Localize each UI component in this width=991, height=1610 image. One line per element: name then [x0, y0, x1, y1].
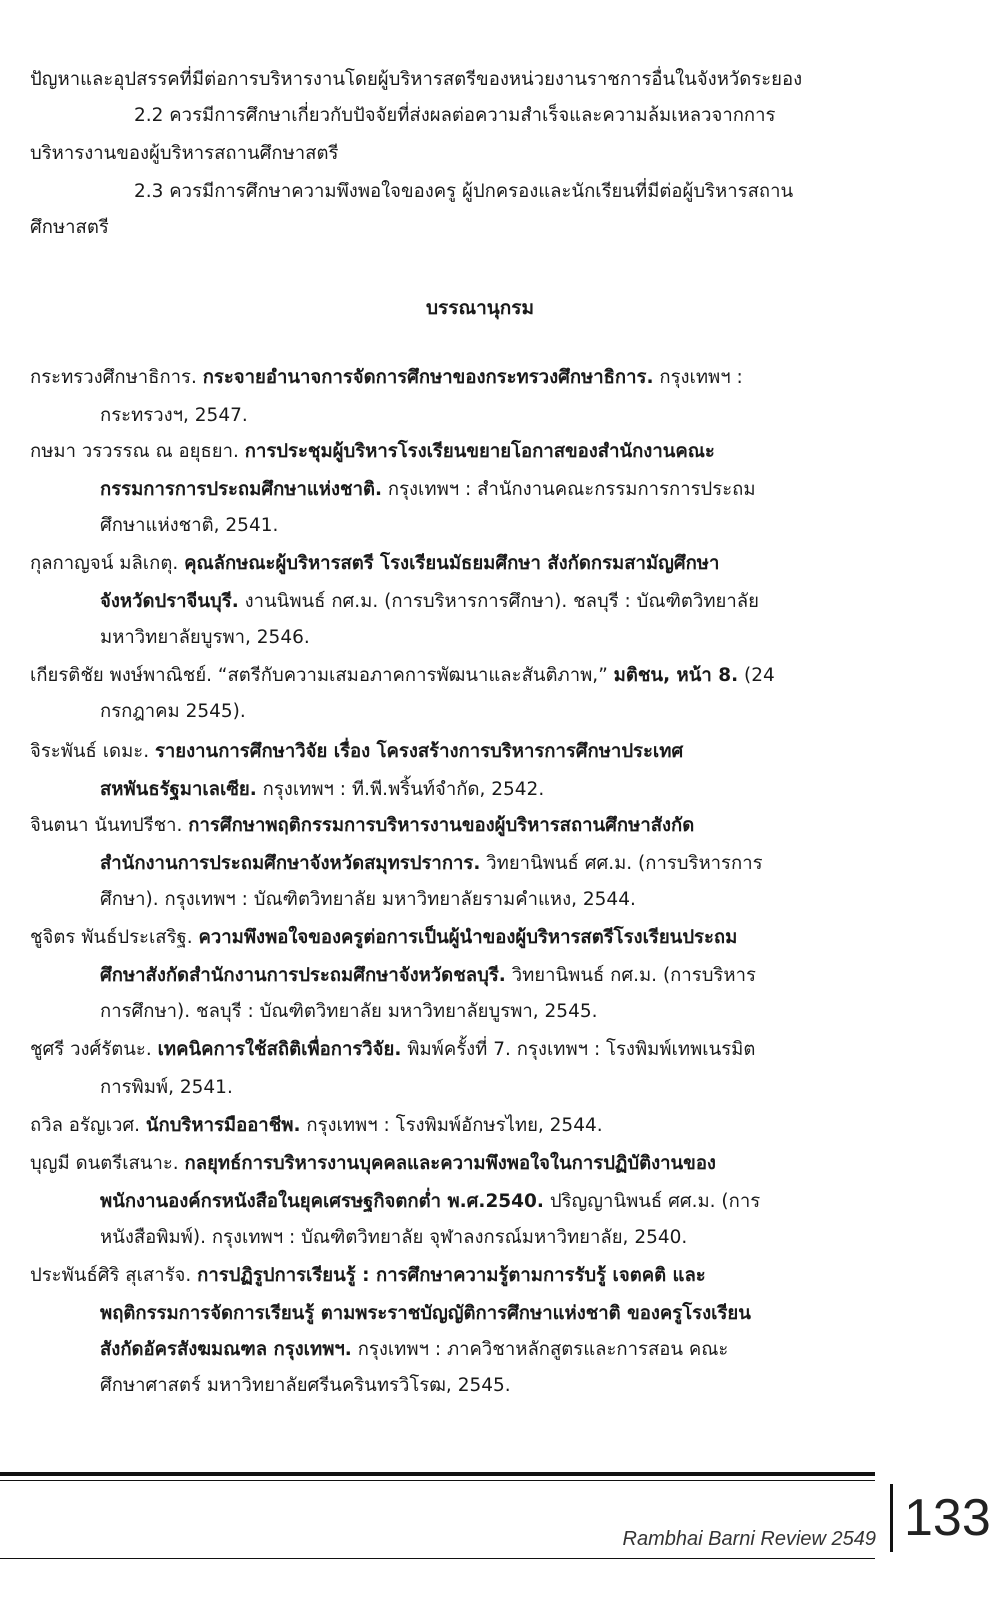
- recommendation-2-2: 2.2 ควรมีการศึกษาเกี่ยวกับปัจจัยที่ส่งผลต่อความสำเร็จและความล้มเหลวจากการ: [134, 105, 776, 126]
- ref-title: การปฏิรูปการเรียนรู้ : การศึกษาความรู้ตามการรับรู้ เจตคติ และ: [197, 1265, 706, 1286]
- footer-baseline: [0, 1558, 875, 1559]
- ref-publisher: กรุงเทพฯ : ภาควิชาหลักสูตรและการสอน คณะ: [351, 1339, 729, 1360]
- ref-continuation: [100, 1336, 728, 1364]
- footer-divider: [890, 1484, 893, 1552]
- ref-continuation: มหาวิทยาลัยบูรพา, 2546.: [100, 627, 310, 648]
- ref-publisher: กรุงเทพฯ : สำนักงานคณะกรรมการการประถม: [382, 479, 756, 500]
- ref-author: จิระพันธ์ เดมะ.: [30, 741, 155, 762]
- ref-continuation: ศึกษาศาสตร์ มหาวิทยาลัยศรีนครินทรวิโรฒ, 2545.: [100, 1375, 511, 1396]
- ref-author: ถวิล อรัญเวศ.: [30, 1115, 146, 1136]
- ref-publisher: วิทยานิพนธ์ กศ.ม. (การบริหาร: [505, 965, 756, 986]
- ref-title: รายงานการศึกษาวิจัย เรื่อง โครงสร้างการบริหารการศึกษาประเทศ: [154, 741, 684, 762]
- ref-continuation: [100, 776, 544, 804]
- ref-author: ชูศรี วงศ์รัตนะ.: [30, 1039, 158, 1060]
- ref-continuation: ศึกษา). กรุงเทพฯ : บัณฑิตวิทยาลัย มหาวิทยาลัยรามคำแหง, 2544.: [100, 889, 636, 910]
- ref-title: สหพันธรัฐมาเลเซีย.: [100, 779, 257, 800]
- ref-entry: [30, 738, 683, 766]
- ref-publisher: กรุงเทพฯ : ที.พี.พริ้นท์จำกัด, 2542.: [256, 779, 545, 800]
- ref-title: พฤติกรรมการจัดการเรียนรู้ ตามพระราชบัญญัติการศึกษาแห่งชาติ ของครูโรงเรียน: [100, 1303, 751, 1324]
- ref-author: บุญมี ดนตรีเสนาะ.: [30, 1153, 185, 1174]
- ref-title: นักบริหารมืออาชีพ.: [145, 1115, 301, 1136]
- ref-continuation: [100, 962, 756, 990]
- ref-title: พนักงานองค์กรหนังสือในยุคเศรษฐกิจตกต่ำ พ.ศ.2540.: [100, 1191, 544, 1212]
- ref-entry: [30, 550, 719, 578]
- ref-publisher: กรุงเทพฯ :: [653, 367, 743, 388]
- ref-author: ประพันธ์ศิริ สุเสารัจ.: [30, 1265, 198, 1286]
- ref-entry: [30, 1036, 755, 1064]
- ref-author: กระทรวงศึกษาธิการ.: [30, 367, 203, 388]
- ref-title: ศึกษาสังกัดสำนักงานการประถมศึกษาจังหวัดชลบุรี.: [100, 965, 506, 986]
- ref-continuation: [100, 588, 759, 616]
- ref-entry: [30, 662, 775, 690]
- ref-title: การศึกษาพฤติกรรมการบริหารงานของผู้บริหารสถานศึกษาสังกัด: [188, 815, 695, 836]
- ref-publisher: งานนิพนธ์ กศ.ม. (การบริหารการศึกษา). ชลบุรี : บัณฑิตวิทยาลัย: [238, 591, 759, 612]
- ref-continuation: [100, 1188, 760, 1216]
- ref-entry: [30, 924, 737, 952]
- ref-title: เทคนิคการใช้สถิติเพื่อการวิจัย.: [157, 1039, 402, 1060]
- ref-author: กุลกาญจน์ มลิเกตุ.: [30, 553, 185, 574]
- ref-continuation: [100, 850, 763, 878]
- journal-name: Rambhai Barni Review 2549: [622, 1528, 876, 1550]
- ref-title: จังหวัดปราจีนบุรี.: [100, 591, 239, 612]
- ref-entry: [30, 1150, 716, 1178]
- ref-author: เกียรติชัย พงษ์พาณิชย์. “สตรีกับความเสมอภาคการพัฒนาและสันติภาพ,”: [30, 665, 614, 686]
- ref-continuation: การศึกษา). ชลบุรี : บัณฑิตวิทยาลัย มหาวิทยาลัยบูรพา, 2545.: [100, 1001, 598, 1022]
- ref-publisher: กรุงเทพฯ : โรงพิมพ์อักษรไทย, 2544.: [300, 1115, 603, 1136]
- bibliography-title: บรรณานุกรม: [426, 297, 534, 319]
- ref-publisher: พิมพ์ครั้งที่ 7. กรุงเทพฯ : โรงพิมพ์เทพเนรมิต: [401, 1039, 756, 1060]
- ref-entry: [30, 1262, 706, 1290]
- ref-entry: [30, 438, 715, 466]
- ref-title: กรรมการการประถมศึกษาแห่งชาติ.: [100, 479, 382, 500]
- ref-continuation: ศึกษาแห่งชาติ, 2541.: [100, 515, 279, 536]
- ref-title: คุณลักษณะผู้บริหารสตรี โรงเรียนมัธยมศึกษา สังกัดกรมสามัญศึกษา: [184, 553, 720, 574]
- ref-continuation: กระทรวงฯ, 2547.: [100, 405, 248, 426]
- ref-title: กลยุทธ์การบริหารงานบุคคลและความพึงพอใจในการปฏิบัติงานของ: [184, 1153, 716, 1174]
- ref-author: กษมา วรวรรณ ณ อยุธยา.: [30, 441, 245, 462]
- ref-continuation: กรกฎาคม 2545).: [100, 701, 246, 722]
- ref-title: กระจายอำนาจการจัดการศึกษาของกระทรวงศึกษาธิการ.: [202, 367, 654, 388]
- ref-continuation: หนังสือพิมพ์). กรุงเทพฯ : บัณฑิตวิทยาลัย จุฬาลงกรณ์มหาวิทยาลัย, 2540.: [100, 1227, 688, 1248]
- ref-continuation: [100, 476, 756, 504]
- ref-entry: [30, 1112, 603, 1140]
- footer-rule-thin: [0, 1480, 875, 1481]
- ref-title: สำนักงานการประถมศึกษาจังหวัดสมุทรปราการ.: [100, 853, 481, 874]
- page-number: 133: [904, 1489, 991, 1547]
- intro-line-1: ปัญหาและอุปสรรคที่มีต่อการบริหารงานโดยผู้บริหารสตรีของหน่วยงานราชการอื่นในจังหวัดระยอง: [30, 69, 803, 90]
- ref-title: ความพึงพอใจของครูต่อการเป็นผู้นำของผู้บริหารสตรีโรงเรียนประถม: [198, 927, 738, 948]
- ref-entry: [30, 364, 743, 392]
- ref-publisher: ปริญญานิพนธ์ ศศ.ม. (การ: [543, 1191, 761, 1212]
- recommendation-2-3-cont: ศึกษาสตรี: [30, 217, 109, 238]
- ref-continuation: การพิมพ์, 2541.: [100, 1077, 233, 1098]
- recommendation-2-2-cont: บริหารงานของผู้บริหารสถานศึกษาสตรี: [30, 143, 339, 164]
- recommendation-2-3: 2.3 ควรมีการศึกษาความพึงพอใจของครู ผู้ปกครองและนักเรียนที่มีต่อผู้บริหารสถาน: [134, 181, 794, 202]
- ref-title: สังกัดอัครสังฆมณฑล กรุงเทพฯ.: [100, 1339, 352, 1360]
- ref-publisher: วิทยานิพนธ์ ศศ.ม. (การบริหารการ: [480, 853, 763, 874]
- footer-rule-thick: [0, 1472, 875, 1476]
- ref-title: มติชน, หน้า 8.: [613, 665, 739, 686]
- ref-entry: [30, 812, 694, 840]
- ref-author: จินตนา นันทปรีชา.: [30, 815, 189, 836]
- ref-date: (24: [738, 665, 775, 686]
- ref-author: ชูจิตร พันธ์ประเสริฐ.: [30, 927, 199, 948]
- ref-title: การประชุมผู้บริหารโรงเรียนขยายโอกาสของสำนักงานคณะ: [244, 441, 715, 462]
